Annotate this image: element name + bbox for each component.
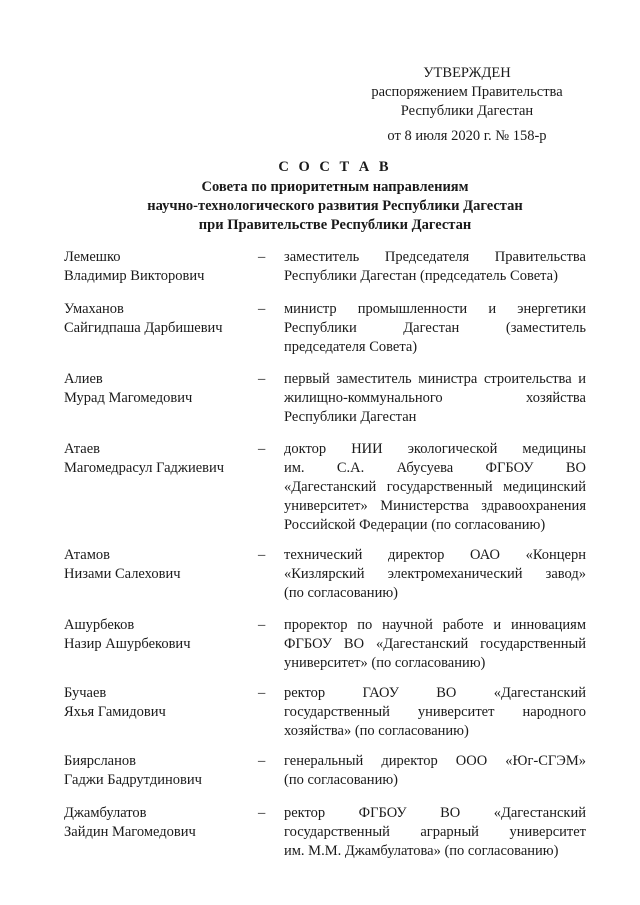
member-role: [284, 248, 586, 286]
member-surname: Биярсланов: [64, 753, 136, 769]
member-given-name: Сайгидпаша Дарбишевич: [64, 320, 223, 336]
member-given-name: Владимир Викторович: [64, 268, 205, 284]
member-surname: Атаев: [64, 441, 100, 457]
member-name: [64, 804, 264, 842]
member-role-line: (по согласованию): [284, 772, 398, 788]
member-role-line: технический директор ОАО «Концерн: [284, 547, 586, 563]
member-dash: –: [258, 547, 266, 563]
member-role: [284, 684, 586, 741]
member-role-line: им. С.А. Абусуева ФГБОУ ВО: [284, 460, 586, 476]
member-role-line: генеральный директор ООО «Юг-СГЭМ»: [284, 753, 586, 769]
title-line3: при Правительстве Республики Дагестан: [198, 217, 472, 233]
member-role: [284, 752, 586, 790]
member-surname: Джамбулатов: [64, 805, 147, 821]
member-role-line: ректор ГАОУ ВО «Дагестанский: [284, 685, 586, 701]
member-role-line: хозяйства» (по согласованию): [284, 723, 469, 739]
member-role-line: председателя Совета): [284, 339, 418, 355]
member-given-name: Зайдин Магомедович: [64, 824, 196, 840]
member-role-line: «Дагестанский государственный медицинский: [284, 479, 586, 495]
title-line2: научно-технологического развития Республики Дагестан: [147, 198, 523, 214]
member-name: [64, 248, 264, 286]
member-role-line: ФГБОУ ВО «Дагестанский государственный: [284, 636, 586, 652]
member-dash: –: [258, 617, 266, 633]
member-dash: –: [258, 371, 266, 387]
member-role-line: Российской Федерации (по согласованию): [284, 517, 546, 533]
member-role-line: первый заместитель министра строительства и: [284, 371, 586, 387]
title-line1: Совета по приоритетным направлениям: [201, 179, 469, 195]
member-role: [284, 370, 586, 427]
title-heading: С О С Т А В: [278, 159, 392, 175]
member-surname: Умаханов: [64, 301, 124, 317]
member-surname: Ашурбеков: [64, 617, 135, 633]
member-dash: –: [258, 753, 266, 769]
member-dash: –: [258, 685, 266, 701]
member-name: [64, 752, 264, 790]
member-role-line: жилищно-коммунального хозяйства: [284, 390, 586, 406]
member-role-line: государственный аграрный университет: [284, 824, 586, 840]
member-role-line: им. М.М. Джамбулатова» (по согласованию): [284, 843, 559, 859]
member-surname: Атамов: [64, 547, 110, 563]
approval-approved: УТВЕРЖДЕН: [423, 65, 511, 81]
member-role-line: проректор по научной работе и инновациям: [284, 617, 586, 633]
member-role: [284, 546, 586, 603]
member-dash: –: [258, 301, 266, 317]
member-role-line: государственный университет народного: [284, 704, 586, 720]
member-role-line: (по согласованию): [284, 585, 398, 601]
member-name: [64, 370, 264, 408]
member-name: [64, 616, 264, 654]
member-name: [64, 546, 264, 584]
member-given-name: Яхья Гамидович: [64, 704, 166, 720]
member-role: [284, 616, 586, 673]
approval-date: от 8 июля 2020 г. № 158-р: [387, 128, 547, 144]
member-name: [64, 300, 264, 338]
member-given-name: Гаджи Бадрутдинович: [64, 772, 202, 788]
member-role: [284, 300, 586, 357]
member-role-line: университет» Министерства здравоохранения: [284, 498, 586, 514]
member-role-line: «Кизлярский электромеханический завод»: [284, 566, 586, 582]
member-given-name: Магомедрасул Гаджиевич: [64, 460, 225, 476]
member-role-line: Республики Дагестан (заместитель: [284, 320, 586, 336]
member-given-name: Мурад Магомедович: [64, 390, 193, 406]
member-dash: –: [258, 805, 266, 821]
member-surname: Бучаев: [64, 685, 107, 701]
member-dash: –: [258, 249, 266, 265]
member-dash: –: [258, 441, 266, 457]
approval-line1: распоряжением Правительства: [371, 84, 563, 100]
member-surname: Лемешко: [64, 249, 121, 265]
member-role-line: доктор НИИ экологической медицины: [284, 441, 586, 457]
member-name: [64, 440, 264, 478]
member-surname: Алиев: [64, 371, 103, 387]
member-role-line: министр промышленности и энергетики: [284, 301, 586, 317]
approval-line2: Республики Дагестан: [400, 103, 534, 119]
member-role-line: университет» (по согласованию): [284, 655, 486, 671]
member-role-line: ректор ФГБОУ ВО «Дагестанский: [284, 805, 586, 821]
member-role-line: заместитель Председателя Правительства: [284, 249, 586, 265]
member-role-line: Республики Дагестан: [284, 409, 417, 425]
member-given-name: Низами Салехович: [64, 566, 181, 582]
member-name: [64, 684, 264, 722]
member-role: [284, 804, 586, 861]
member-role-line: Республики Дагестан (председатель Совета): [284, 268, 558, 284]
member-given-name: Назир Ашурбекович: [64, 636, 191, 652]
member-role: [284, 440, 586, 535]
